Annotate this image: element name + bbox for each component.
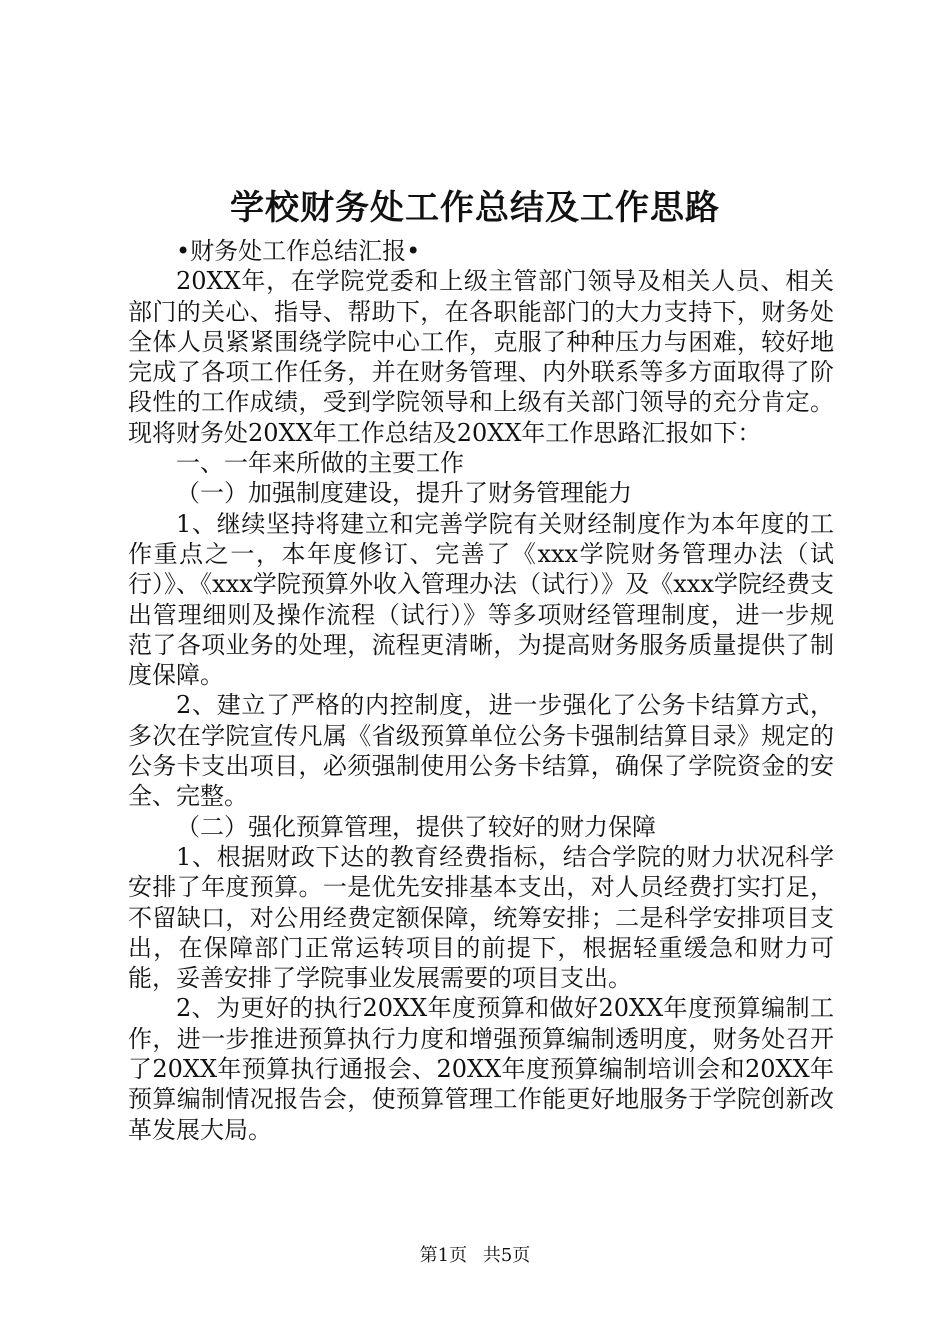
intro-paragraph: 20XX年，在学院党委和上级主管部门领导及相关人员、相关部门的关心、指导、帮助下，在各职能部门的大力支持下，财务处全体人员紧紧围绕学院中心工作，克服了种种压力与困难，较好地完成了各项工作任务，并在财务管理、内外联系等多方面取得了阶段性的工作成绩，受到学院领导和上级有关部门领导的充分肯定。现将财务处20XX年工作总结及20XX年工作思路汇报如下：	[128, 267, 834, 447]
subsection-2-heading: （二）强化预算管理，提供了较好的财力保障	[176, 812, 656, 841]
report-label: •财务处工作总结汇报•	[176, 237, 421, 265]
subsection-1-item-2: 2、建立了严格的内控制度，进一步强化了公务卡结算方式，多次在学院宣传凡属《省级预算单位公务卡强制结算目录》规定的公务卡支出项目，必须强制使用公务卡结算，确保了学院资金的安全、完整。	[128, 691, 834, 811]
subsection-1-item-1: 1、继续坚持将建立和完善学院有关财经制度作为本年度的工作重点之一，本年度修订、完善了《xxx学院财务管理办法（试行）》、《xxx学院预算外收入管理办法（试行）》及《xxx学院经费支出管理细则及操作流程（试行）》等多项财经管理制度，进一步规范了各项业务的处理，流程更清晰，为提高财务服务质量提供了制度保障。	[128, 509, 834, 690]
page-total: 共5页	[482, 1245, 531, 1266]
subsection-2-item-1: 1、根据财政下达的教育经费指标，结合学院的财力状况科学安排了年度预算。一是优先安排基本支出，对人员经费打实打足，不留缺口，对公用经费定额保障，统筹安排；二是科学安排项目支出，在保障部门正常运转项目的前提下，根据轻重缓急和财力可能，妥善安排了学院事业发展需要的项目支出。	[128, 842, 834, 993]
document-body	[128, 236, 834, 1145]
section-1-heading: 一、一年来所做的主要工作	[176, 449, 464, 478]
subsection-2-item-2: 2、为更好的执行20XX年度预算和做好20XX年度预算编制工作，进一步推进预算执行力度和增强预算编制透明度，财务处召开了20XX年预算执行通报会、20XX年度预算编制培训会和20XX年预算编制情况报告会，使预算管理工作能更好地服务于学院创新改革发展大局。	[128, 994, 834, 1144]
subsection-1-heading: （一）加强制度建设，提升了财务管理能力	[176, 479, 632, 508]
page-number: 第1页	[419, 1245, 468, 1266]
page-footer	[0, 1244, 950, 1268]
document-title: 学校财务处工作总结及工作思路	[230, 188, 720, 228]
